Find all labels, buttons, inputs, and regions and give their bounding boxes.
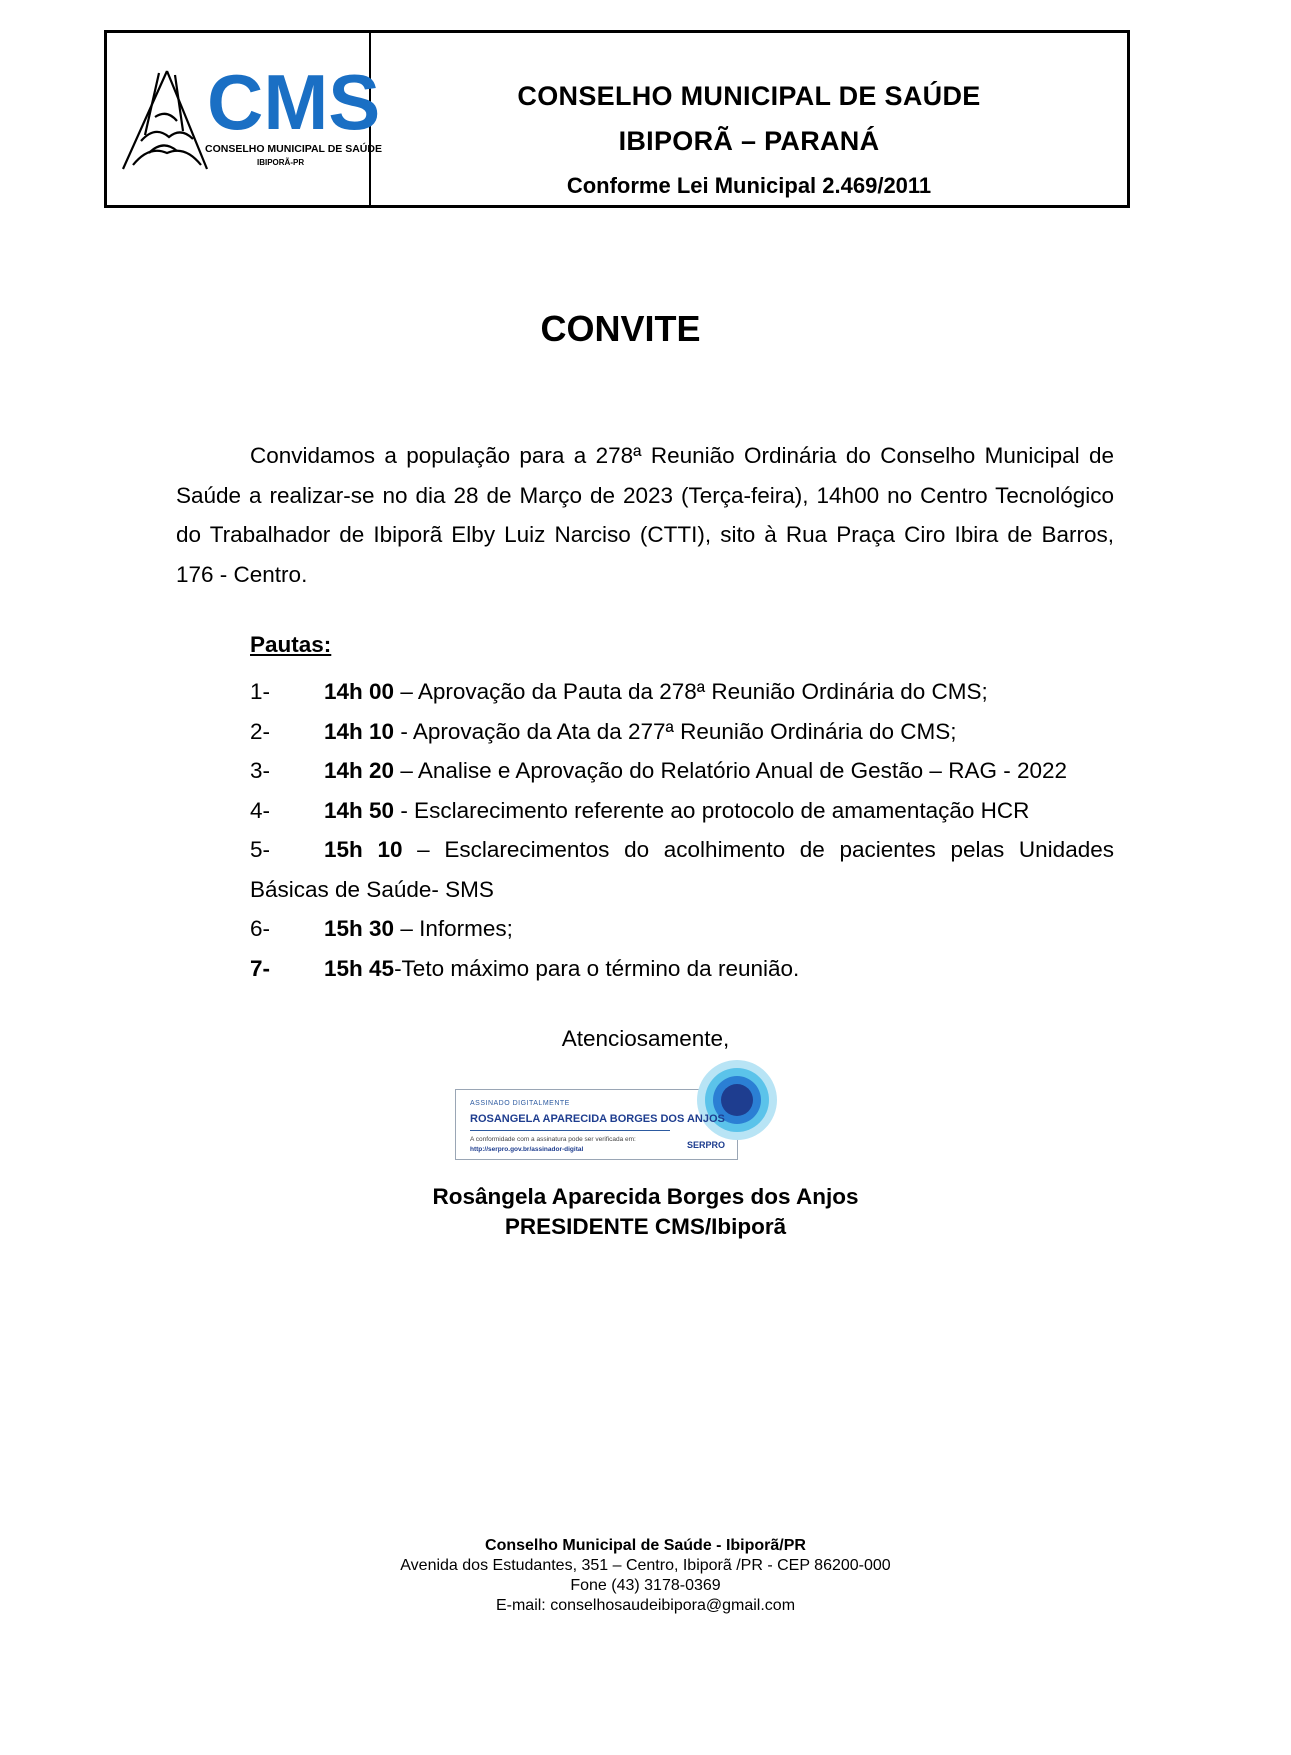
serpro-logo: SERPRO <box>686 1140 725 1150</box>
agenda-item-body <box>250 830 1114 909</box>
page-footer <box>0 1536 1291 1616</box>
footer-address: Avenida dos Estudantes, 351 – Centro, Ibiporã /PR - CEP 86200-000 <box>400 1557 891 1574</box>
stamp-signer: ROSANGELA APARECIDA BORGES DOS ANJOS <box>470 1113 725 1125</box>
agenda-item <box>250 909 1114 949</box>
signer-block <box>0 1182 1291 1242</box>
org-law: Conforme Lei Municipal 2.469/2011 <box>566 173 932 198</box>
agenda-item-body <box>324 791 1114 831</box>
agenda-item-number: 7- <box>250 955 271 981</box>
agenda-item <box>250 830 1114 909</box>
stamp-arc-graphic <box>677 1090 737 1161</box>
stamp-note: A conformidade com a assinatura pode ser verificada em: <box>470 1136 636 1143</box>
agenda-item-text: – Informes; <box>394 916 513 941</box>
footer-phone: Fone (43) 3178-0369 <box>570 1577 721 1594</box>
logo-cell <box>107 33 382 205</box>
svg-text:CONSELHO MUNICIPAL DE SAÚDE: CONSELHO MUNICIPAL DE SAÚDE <box>205 143 382 155</box>
footer-org: Conselho Municipal de Saúde - Ibiporã/PR <box>485 1537 806 1554</box>
agenda-heading: Pautas: <box>250 632 332 657</box>
agenda-item-text: – Esclarecimentos do acolhimento de pacientes pelas Unidades Básicas de Saúde- SMS <box>250 837 1114 902</box>
closing-text: Atenciosamente, <box>561 1026 730 1051</box>
agenda-item-time: 14h 50 <box>324 797 395 823</box>
agenda-item-body <box>324 909 1114 949</box>
agenda-item-time: 14h 00 <box>324 679 395 704</box>
agenda-item-body <box>324 672 1114 712</box>
agenda-item-number: 2- <box>250 718 271 744</box>
agenda-item-text: - Esclarecimento referente ao protocolo de amamentação HCR <box>394 797 1030 823</box>
agenda-item-time: 15h 45 <box>324 955 395 981</box>
agenda-item-time: 14h 20 <box>324 758 395 783</box>
agenda-item-time: 15h 30 <box>324 916 395 941</box>
agenda-item <box>250 712 1114 752</box>
org-name: CONSELHO MUNICIPAL DE SAÚDE <box>517 81 981 111</box>
agenda-item <box>250 751 1114 791</box>
agenda-item-time: 15h 10 <box>324 837 403 862</box>
agenda-item-body <box>324 751 1114 791</box>
footer-email: E-mail: conselhosaudeibipora@gmail.com <box>495 1597 796 1614</box>
agenda-item-number: 4- <box>250 797 271 823</box>
agenda-item-text: - Aprovação da Ata da 277ª Reunião Ordinária do CMS; <box>394 718 957 744</box>
svg-text:CMS: CMS <box>207 58 381 146</box>
agenda-item <box>250 672 1114 712</box>
digital-signature-stamp <box>455 1089 738 1160</box>
agenda-item-body <box>324 712 1114 752</box>
cms-logo <box>119 58 382 185</box>
agenda-list <box>250 672 1114 988</box>
org-location: IBIPORÃ – PARANÁ <box>618 126 880 156</box>
signer-role: PRESIDENTE CMS/Ibiporã <box>504 1214 787 1239</box>
agenda-item-number: 6- <box>250 916 271 941</box>
agenda-item-text: – Analise e Aprovação do Relatório Anual de Gestão – RAG - 2022 <box>394 758 1067 783</box>
agenda-item-text: -Teto máximo para o término da reunião. <box>394 955 800 981</box>
page-title: CONVITE <box>540 308 701 349</box>
svg-text:IBIPORÃ-PR: IBIPORÃ-PR <box>257 158 305 167</box>
letterhead <box>104 30 1130 208</box>
stamp-divider <box>470 1130 670 1131</box>
agenda-item-text: – Aprovação da Pauta da 278ª Reunião Ordinária do CMS; <box>394 679 988 704</box>
letterhead-text <box>371 33 1127 205</box>
agenda-item-time: 14h 10 <box>324 718 395 744</box>
stamp-header: ASSINADO DIGITALMENTE <box>470 1100 570 1107</box>
agenda-item-number: 5- <box>250 837 271 862</box>
agenda-item-number: 3- <box>250 758 271 783</box>
agenda-item-body <box>324 949 1114 989</box>
invitation-paragraph: Convidamos a população para a 278ª Reunião Ordinária do Conselho Municipal de Saúde a realizar-se no dia 28 de Março de 2023 (Terça-feira), 14h00 no Centro Tecnológico do Trabalhador de Ibiporã Elby Luiz Narciso (CTTI), sito à Rua Praça Ciro Ibira de Barros, 176 - Centro. <box>176 443 1114 587</box>
agenda-item <box>250 791 1114 831</box>
agenda-item-number: 1- <box>250 679 271 704</box>
signer-name: Rosângela Aparecida Borges dos Anjos <box>432 1184 859 1209</box>
agenda-item <box>250 949 1114 989</box>
stamp-url: http://serpro.gov.br/assinador-digital <box>470 1146 584 1153</box>
